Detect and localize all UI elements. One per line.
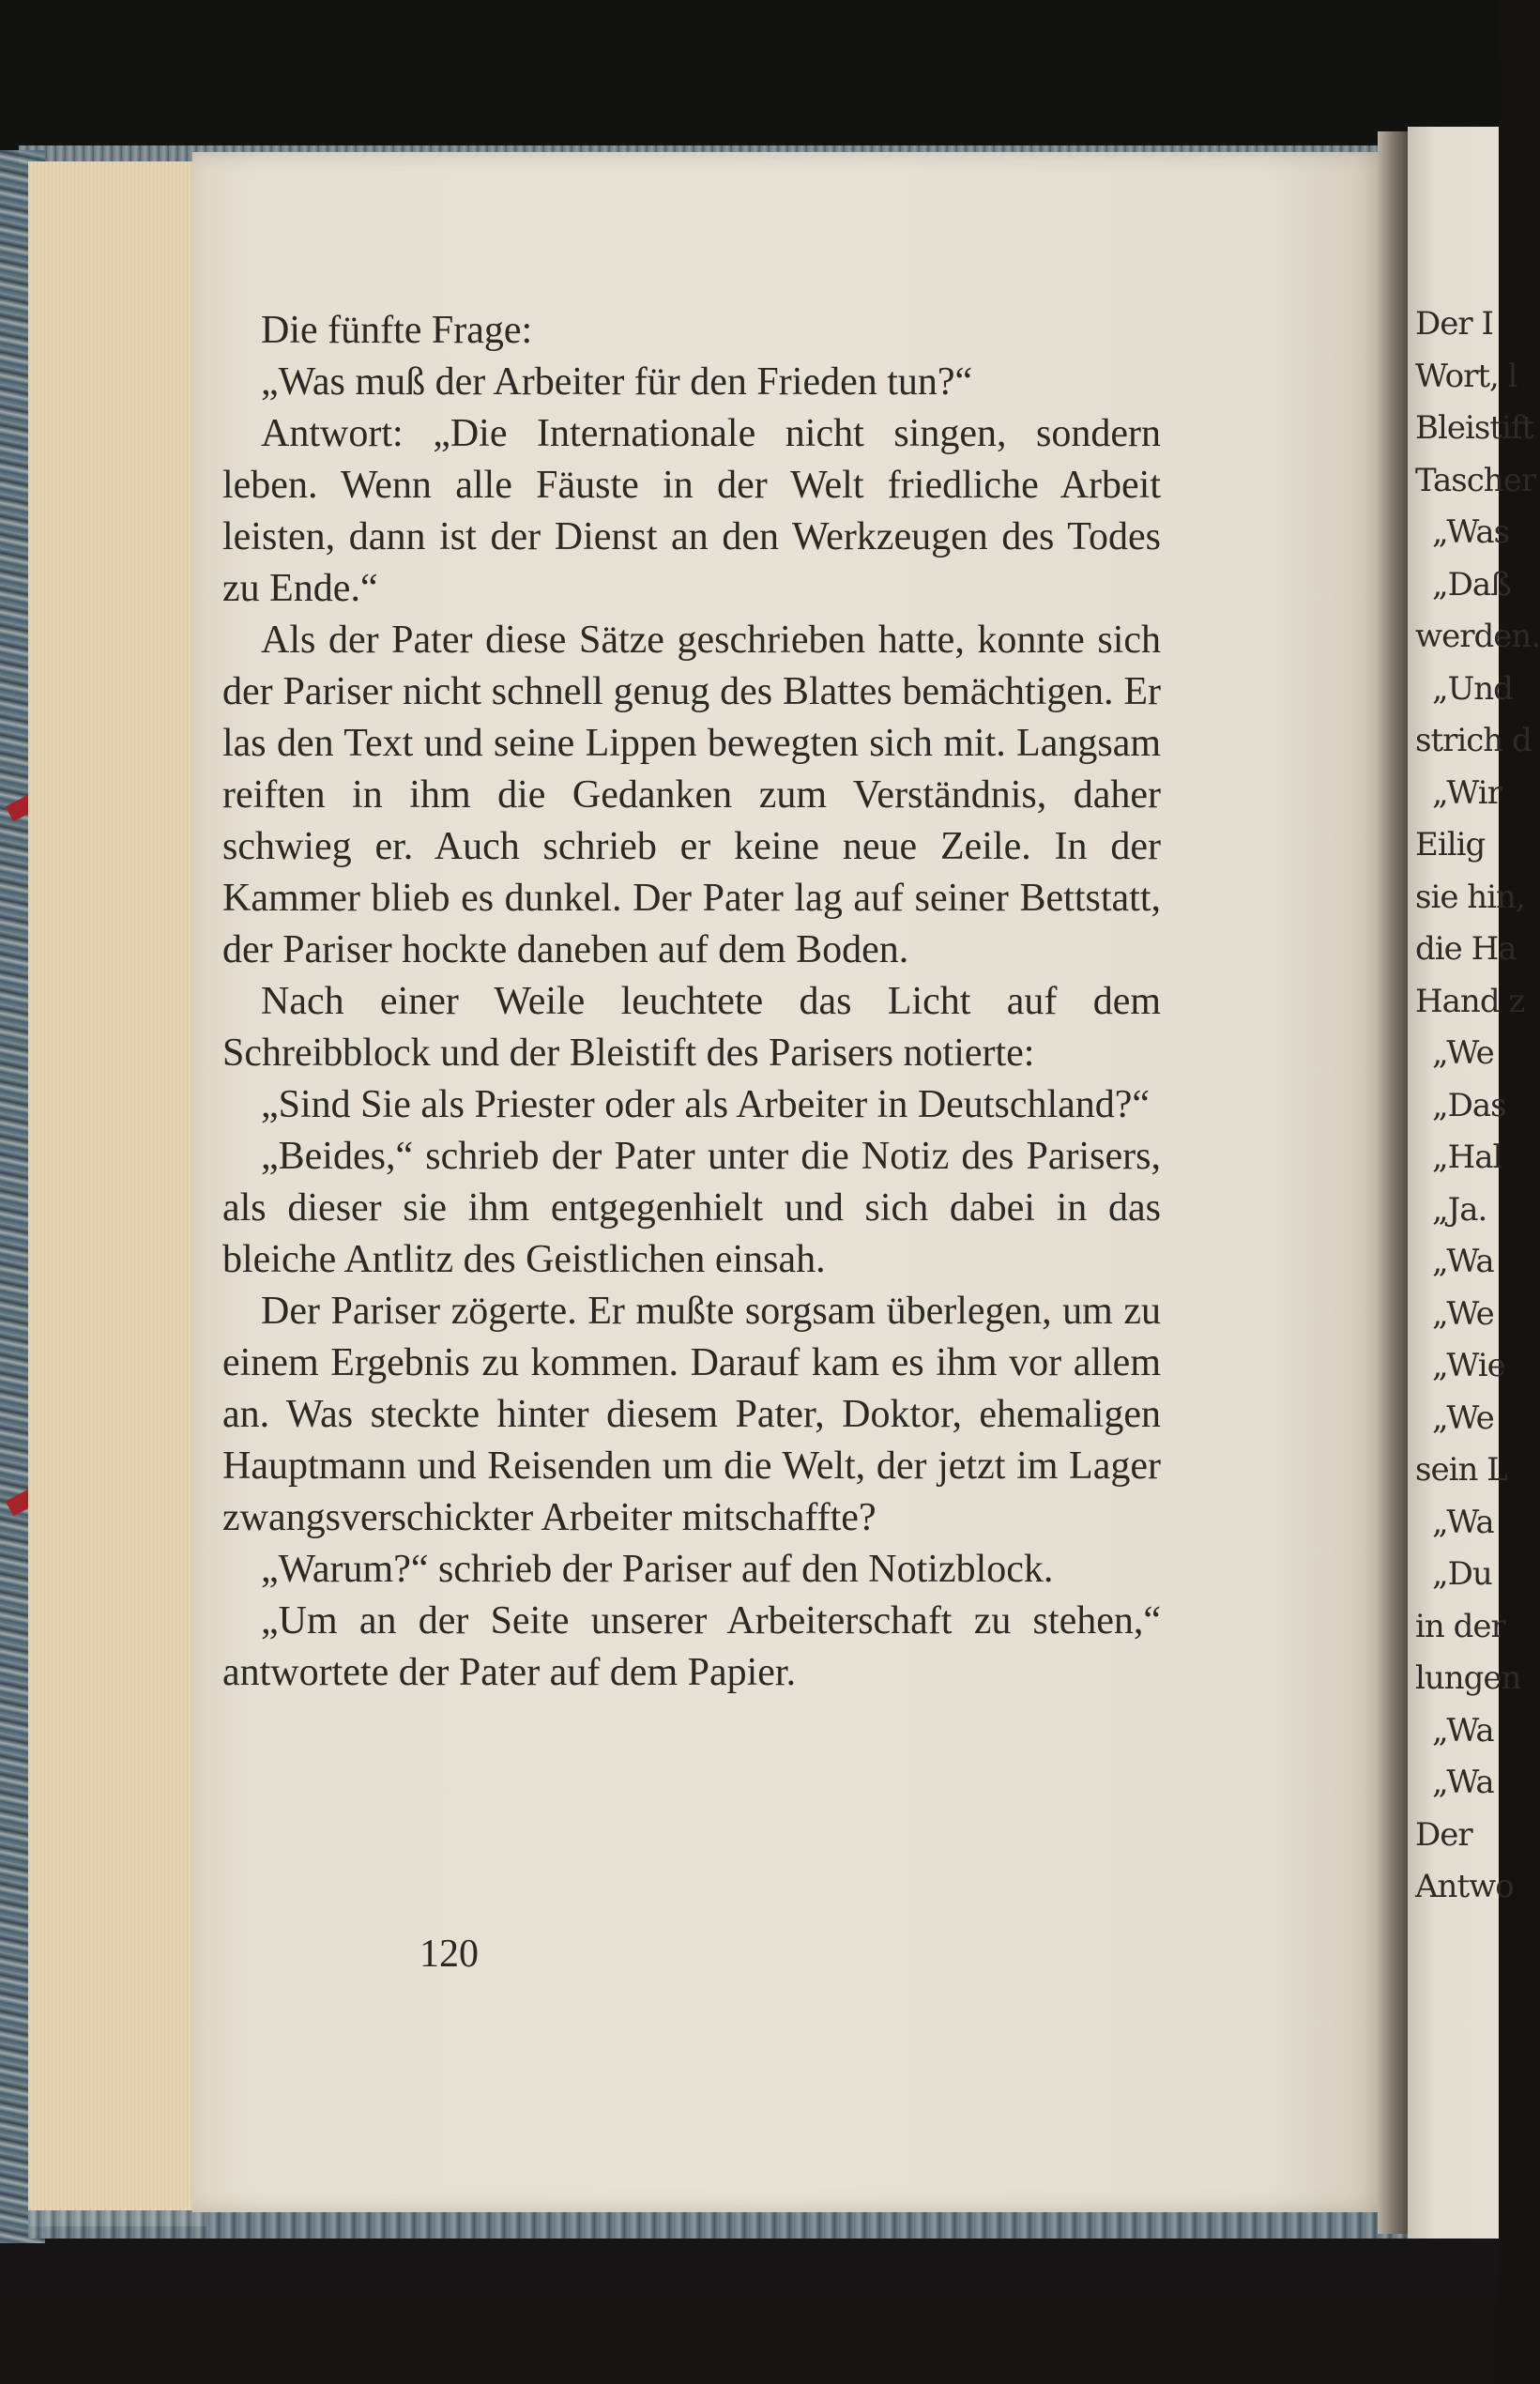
cover-bottom-edge [28,2210,1408,2239]
right-page-line: „Wa [1432,1764,1494,1801]
right-page-line: „Daß [1432,565,1511,604]
right-page-line: „Wa [1432,1503,1494,1541]
paragraph-4: Als der Pater diese Sätze geschrieben hatte, konnte sich der Pariser nicht schnell genug des Blattes bemächtigen. Er las den Text und seine Lippen bewegten sich mit. Langsam reiften in ihm die Gedanken zum Verständnis, daher schwieg er. Auch schrieb er keine neue Zeile. In der Kammer blieb es dunkel. Der Pater lag auf seiner Bettstatt, der Pariser hockte daneben auf dem Boden. [222,619,1161,971]
paragraph-3: Antwort: „Die Internationale nicht singen, sondern leben. Wenn alle Fäuste in der Welt friedliche Arbeit leisten, dann ist der Dienst an den Werkzeugen des Todes zu Ende.“ [222,412,1161,610]
right-page-line: Bleistift [1415,409,1534,447]
paragraph-5: Nach einer Weile leuchtete das Licht auf dem Schreibblock und der Bleistift des Parisers notierte: [222,980,1161,1075]
paragraph-7: „Beides,“ schrieb der Pater unter die Notiz des Parisers, als dieser sie ihm entgegenhielt und sich dabei in das bleiche Antlitz des Geistlichen einsah. [222,1135,1161,1281]
right-page-line: Antwo [1415,1868,1514,1905]
page-number: 120 [419,1933,479,1976]
right-page-line: die Ha [1415,930,1517,968]
right-page-cropped [1408,127,1540,2239]
paragraph-6: „Sind Sie als Priester oder als Arbeiter in Deutschland?“ [261,1083,1151,1126]
right-page-line: in der [1415,1607,1505,1645]
right-page-line: lungen [1415,1659,1521,1697]
right-page-line: „Wa [1432,1243,1494,1280]
right-page-line: Wort, l [1415,357,1517,395]
paragraph-2: „Was muß der Arbeiter für den Frieden tun?“ [261,360,973,404]
right-page-line: strich d [1415,722,1532,759]
right-page-line: „Hal [1432,1139,1502,1176]
right-page-line: Hand z [1415,982,1525,1020]
right-page-line: Eilig [1415,826,1486,863]
right-page-line: „We [1432,1034,1494,1072]
right-page-line: „Wie [1432,1347,1505,1384]
right-page-line: „Das [1432,1086,1506,1124]
right-page-line: sein L [1415,1451,1507,1489]
paragraph-10: „Um an der Seite unserer Arbeiterschaft zu stehen,“ antwortete der Pater auf dem Papier. [222,1599,1161,1694]
right-page-line: sie hin, [1415,878,1525,916]
right-page-line: „We [1432,1398,1494,1437]
left-page-text [222,155,1161,1699]
right-page-line: „Wir [1432,773,1502,812]
paragraph-1: Die fünfte Frage: [261,309,533,352]
right-page-line: „We [1432,1294,1494,1333]
right-page-line: „Was [1432,513,1510,551]
right-page-line: „Ja. [1432,1190,1487,1229]
right-page-line: Der [1415,1815,1472,1854]
paragraph-9: „Warum?“ schrieb der Pariser auf den Notizblock. [261,1548,1054,1591]
page-stack-edge [28,161,206,2226]
right-page-line: „Du [1432,1555,1492,1593]
right-page-line: „Und [1432,669,1513,708]
right-page-line: „Wa [1432,1711,1494,1750]
paragraph-8: Der Pariser zögerte. Er mußte sorgsam überlegen, um zu einem Ergebnis zu kommen. Darauf kam es ihm vor allem an. Was steckte hinter diesem Pater, Doktor, ehemaligen Hauptmann und Reisenden um die Welt, der jetzt im Lager zwangsverschickter Arbeiter mitschaffte? [222,1290,1161,1539]
right-page-line: Tascher [1415,461,1536,499]
right-page-line: werden. [1415,618,1540,655]
right-page-line: Der I [1415,305,1493,343]
